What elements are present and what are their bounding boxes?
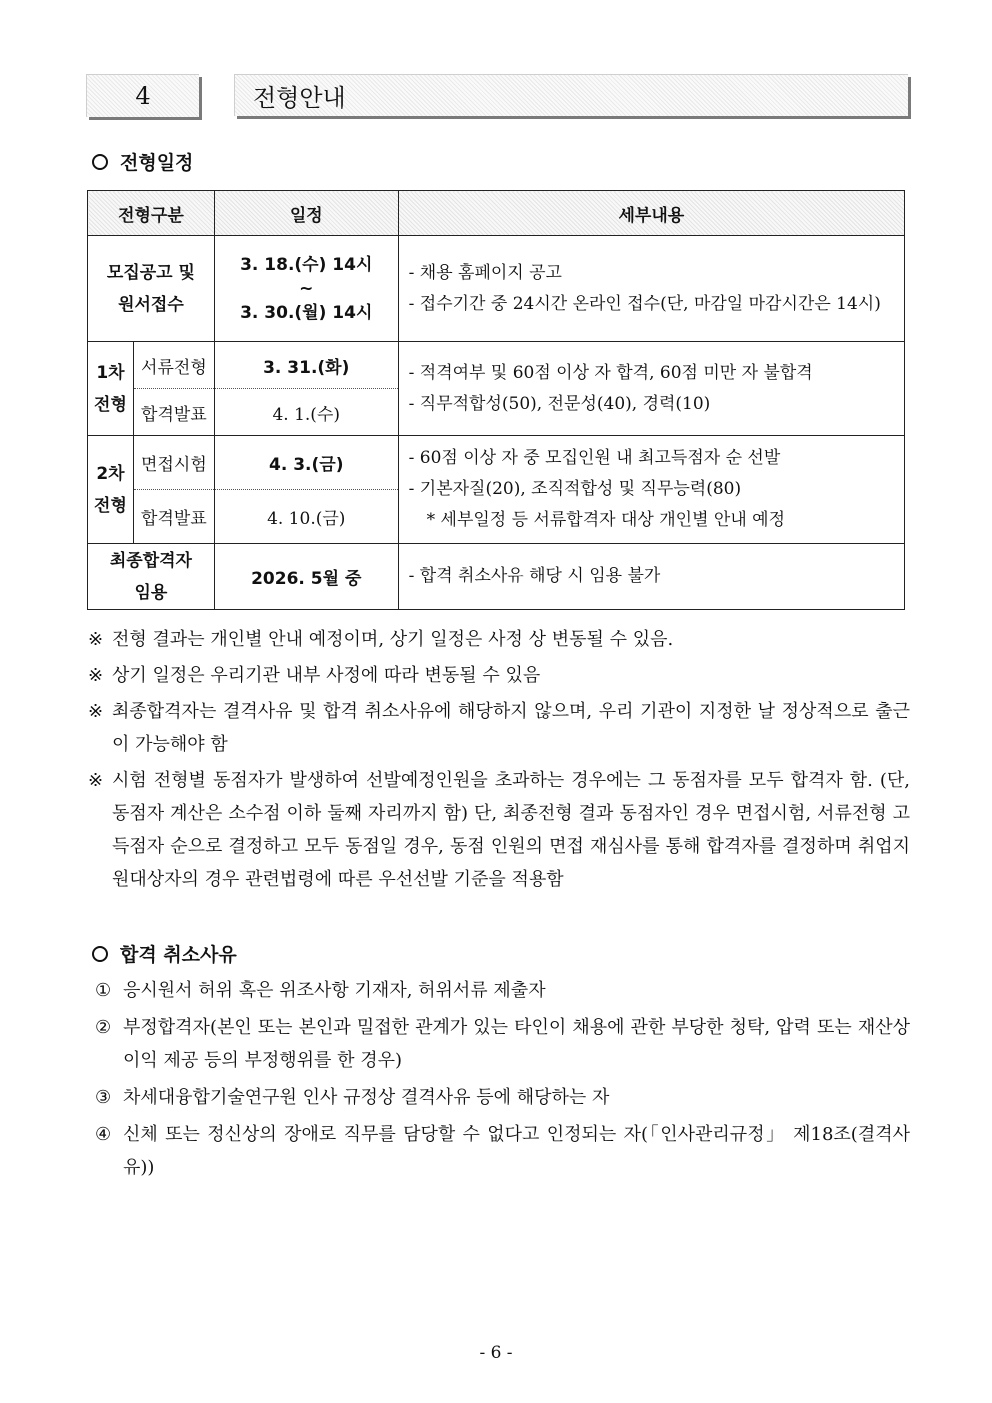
table-header-row (88, 191, 905, 236)
final-label: 최종합격자 임용 (88, 544, 215, 610)
table-row-recruit (88, 236, 905, 342)
stage1-sub1-date: 3. 31.(화) (214, 342, 398, 389)
stage1-sub2-name: 합격발표 (133, 389, 214, 436)
list-item: ② 부정합격자(본인 또는 본인과 밀접한 관계가 있는 타인이 채용에 관한 부당한 청탁, 압력 또는 재산상 이익 제공 등의 부정행위를 한 경우) (95, 1017, 910, 1071)
page-number: - 6 - (479, 1343, 513, 1363)
notes-list (88, 623, 910, 899)
stage2-sub2-date: 4. 10.(금) (214, 490, 398, 544)
cancellation-list (95, 974, 910, 1188)
section-number: 4 (86, 74, 199, 117)
stage2-details: - 60점 이상 자 중 모집인원 내 최고득점자 순 선발 - 기본자질(20), 조직적합성 및 직무능력(80) * 세부일정 등 서류합격자 대상 개인별 안내 예정 (398, 436, 904, 544)
final-date: 2026. 5월 중 (214, 544, 398, 610)
note-item: ※ 상기 일정은 우리기관 내부 사정에 따라 변동될 수 있음 (88, 659, 910, 692)
table-row-stage1-a (88, 342, 905, 389)
recruit-details: - 채용 홈페이지 공고 - 접수기간 중 24시간 온라인 접수(단, 마감일 마감시간은 14시) (398, 236, 904, 342)
recruit-label: 모집공고 및 원서접수 (88, 236, 215, 342)
reference-mark-icon: ※ (88, 770, 104, 791)
table-row-final (88, 544, 905, 610)
header-details: 세부내용 (398, 191, 904, 236)
note-item: ※ 시험 전형별 동점자가 발생하여 선발예정인원을 초과하는 경우에는 그 동점자를 모두 합격자 함. (단, 동점자 계산은 소수점 이하 둘째 자리까지 함) 단, 최종전형 결과 동점자인 경우 면접시험, 서류전형 고득점자 순으로 결정하고 모두 동점일 경우, 동점 인원의 면접 재심사를 통해 합격자를 결정하며 취업지원대상자의 경우 관련법령에 따른 우선선발 기준을 적용함 (88, 764, 910, 896)
header-schedule: 일정 (214, 191, 398, 236)
note-item: ※ 최종합격자는 결격사유 및 합격 취소사유에 해당하지 않으며, 우리 기관이 지정한 날 정상적으로 출근이 가능해야 함 (88, 695, 910, 761)
stage2-label: 2차 전형 (88, 436, 134, 544)
schedule-heading (92, 148, 193, 175)
reference-mark-icon: ※ (88, 701, 104, 722)
reference-mark-icon: ※ (88, 665, 104, 686)
stage1-sub2-date: 4. 1.(수) (214, 389, 398, 436)
cancellation-heading-text: 합격 취소사유 (120, 944, 237, 966)
table-row-stage2-a (88, 436, 905, 490)
list-item: ④ 신체 또는 정신상의 장애로 직무를 담당할 수 없다고 인정되는 자(「인사관리규정」 제18조(결격사유)) (95, 1124, 910, 1178)
final-details: - 합격 취소사유 해당 시 임용 불가 (398, 544, 904, 610)
header-category: 전형구분 (88, 191, 215, 236)
list-item: ③ 차세대융합기술연구원 인사 규정상 결격사유 등에 해당하는 자 (95, 1087, 610, 1108)
stage2-sub1-name: 면접시험 (133, 436, 214, 490)
schedule-heading-text: 전형일정 (120, 152, 194, 174)
list-item: ① 응시원서 허위 혹은 위조사항 기재자, 허위서류 제출자 (95, 980, 546, 1001)
circle-bullet-icon (92, 154, 108, 170)
note-item: ※ 전형 결과는 개인별 안내 예정이며, 상기 일정은 사정 상 변동될 수 있음. (88, 623, 910, 656)
stage1-details: - 적격여부 및 60점 이상 자 합격, 60점 미만 자 불합격 - 직무적합성(50), 전문성(40), 경력(10) (398, 342, 904, 436)
schedule-table (87, 190, 905, 610)
stage1-sub1-name: 서류전형 (133, 342, 214, 389)
cancellation-heading (92, 940, 237, 967)
recruit-date: 3. 18.(수) 14시 ~ 3. 30.(월) 14시 (214, 236, 398, 342)
section-title: 전형안내 (234, 74, 908, 116)
reference-mark-icon: ※ (88, 629, 104, 650)
stage1-label: 1차 전형 (88, 342, 134, 436)
circle-bullet-icon (92, 946, 108, 962)
stage2-sub2-name: 합격발표 (133, 490, 214, 544)
stage2-sub1-date: 4. 3.(금) (214, 436, 398, 490)
